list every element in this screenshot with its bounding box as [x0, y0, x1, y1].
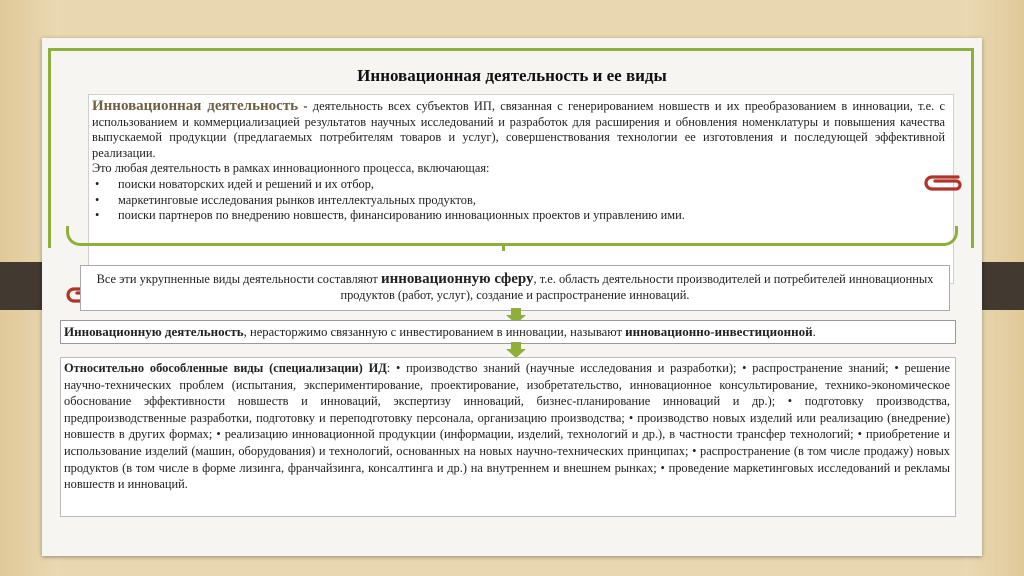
definition-term: Инновационная деятельность — [92, 98, 299, 114]
investment-label: инновационно-инвестиционной — [625, 324, 813, 339]
bullet: • — [95, 208, 100, 223]
sphere-term: инновационную сферу — [380, 271, 534, 287]
list-item-text: поиски партнеров по внедрению новшеств, финансированию инновационных проектов и управлению ими. — [118, 208, 685, 223]
types-box — [60, 357, 956, 517]
arrow-down-icon — [506, 342, 526, 358]
sphere-box — [80, 265, 950, 311]
bracket-tick — [502, 243, 505, 251]
sphere-text-post: , т.е. область деятельности производителей и потребителей инновационных продуктов (работ, услуг), создание и распространение инноваций. — [340, 272, 934, 302]
definition-paragraph — [92, 99, 945, 161]
definition-list — [92, 177, 945, 224]
types-text: : • производство знаний (научные исследования и разработки); • распространение знаний; • решение научно-технических проблем (испытания, экспериментирование, проектирование, изобретательство, инновационное консультирование, технико-экономическое обоснование эффективности новшеств и инноваций, экспертизу инноваций, бизнес-планирование инноваций и др.); • подготовку производства, предпроизводственные разработки, подготовку и переподготовку персонала, организацию производства; • производство новых изделий или реализацию (внедрение) новшеств в других формах; • реализацию инновационной продукции (информации, изделий, технологий и др.), в частности трансфер технологий; • приобретение и использование изделий (машин, оборудования) и технологий, основанных на новых научно-технических принципах; • распространение (в том числе продажу) новых продуктов (в том числе в форме лизинга, франчайзинга, консалтинга и др.) на внутреннем и внешнем рынках; • проведение маркетинговых исследований и рекламы новшеств и инноваций. — [64, 361, 950, 492]
definition-text: деятельность всех субъектов ИП, связанная с генерированием новшеств и их преобразованием в инновации, т.е. с использованием и коммерциализацией результатов научных исследований и разработок для расширения и обновления номенклатуры и повышения качества выпускаемой продукции (предлагаемых потребителям товаров и услуг), совершенствования технологии ее изготовления и последующей эффективной реализации. — [92, 99, 946, 160]
definition-intro: Это любая деятельность в рамках инновационного процесса, включающая: — [92, 161, 490, 176]
list-item-text: поиски новаторских идей и решений и их отбор, — [118, 176, 374, 191]
investment-term: Инновационную деятельность — [64, 324, 244, 339]
definition-box — [88, 94, 954, 284]
sphere-text-pre: Все эти укрупненные виды деятельности составляют — [96, 272, 381, 286]
list-item-text: маркетинговые исследования рынков интеллектуальных продуктов, — [118, 192, 476, 207]
investment-end: . — [812, 325, 816, 339]
slide-title: Инновационная деятельность и ее виды — [357, 66, 667, 85]
list-item — [92, 193, 945, 209]
types-heading: Относительно обособленные виды (специализации) ИД — [64, 361, 387, 375]
list-item — [92, 177, 945, 193]
green-bracket — [66, 226, 958, 246]
bullet: • — [95, 192, 100, 207]
list-item — [92, 208, 945, 224]
investment-box — [60, 320, 956, 344]
definition-dash: - — [298, 99, 313, 113]
bullet: • — [95, 176, 100, 191]
paperclip-icon — [922, 172, 964, 194]
investment-text: , нерасторжимо связанную с инвестированием в инновации, называют — [243, 325, 626, 339]
